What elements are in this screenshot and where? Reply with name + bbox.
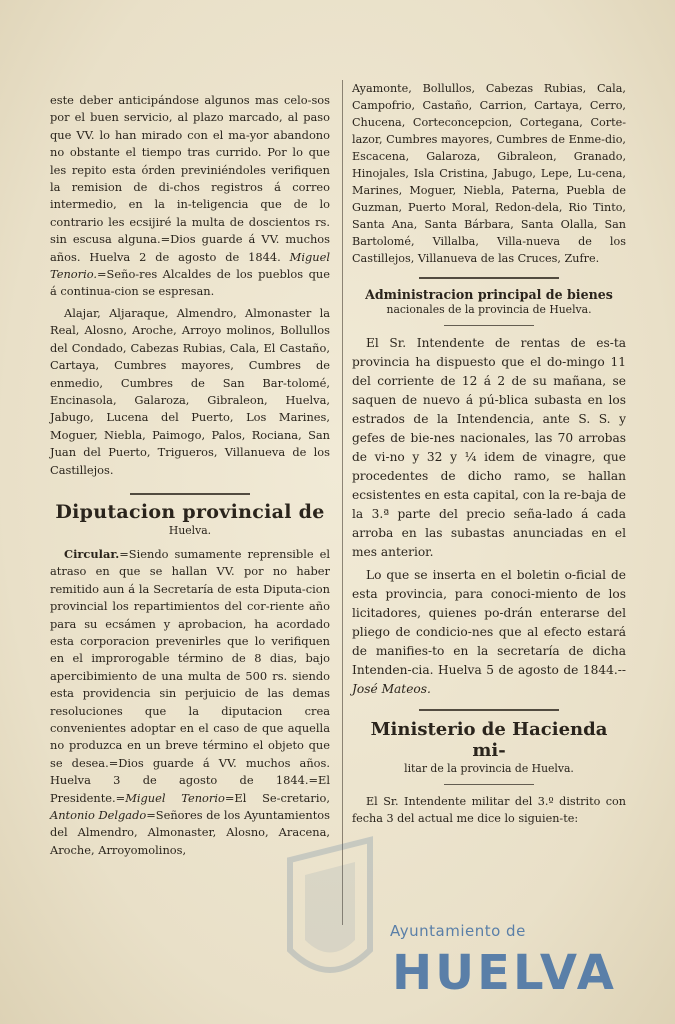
paragraph-registros [50, 92, 330, 301]
section-title-diputacion: Diputacion provincial de [55, 500, 325, 523]
column-divider [342, 80, 343, 925]
section-separator-ministry [419, 709, 559, 711]
president-name: Miguel Tenorio [125, 790, 225, 805]
ministry-rule [444, 784, 534, 785]
admin-rule [444, 325, 534, 326]
paragraph-text: este deber anticipándose algunos mas celo-sos por el buen servicio, al plazo marcado, al paso que VV. lo han mirado con el ma-yor abandono no obstante el tiempo tras currido. Por lo que les repito esta órden previniéndoles verifiquen la remision de di-chos registros á correo intermedio, en la in-teligencia que de lo contrario les ecsijiré la multa de doscientos rs. sin escusa alguna.=Dios guarde á VV. muchos años. Huelva 2 de agosto de 1844. [50, 93, 330, 264]
watermark-line1: Ayuntamiento de [390, 922, 526, 940]
right-column [352, 80, 626, 831]
secretary-prefix: =El Se-cretario, [224, 790, 330, 805]
admin-title: Administracion principal de bienes [365, 287, 613, 302]
section-separator-right [419, 277, 559, 279]
admin-paragraph-2 [352, 566, 626, 699]
ministry-subtitle: litar de la provincia de Huelva. [404, 762, 574, 775]
circular-label: Circular. [64, 546, 120, 561]
circular-text: =Siendo sumamente reprensible el atraso en que se hallan VV. por no haber remitido aun á la Secretaría de esta Diputa-cion provincial los repartimientos del cor-riente año para su ecsámen y aprobacion, ha acordado esta corporacion prevenirles que lo verifiquen en el improrogable término de 8 dias, bajo apercibimiento de una multa de 500 rs. siendo esta providencia sin perjuicio de las demas resoluciones que la diputacion crea convenientes adoptar en el caso de que aquella no produzca en un breve término el objeto que se desea.=Dios guarde á VV. muchos años. Huelva 3 de agosto de 1844. [50, 546, 330, 788]
president-prefix: =El Presidente.= [50, 773, 330, 805]
paragraph-tail: =Seño-res Alcaldes de los pueblos que á continua-cion se espresan. [50, 267, 330, 299]
section-separator [130, 493, 250, 495]
towns-list-right: Ayamonte, Bollullos, Cabezas Rubias, Cala, Campofrio, Castaño, Carrion, Cartaya, Cerro, Chucena, Corteconcepcion, Cortegana, Corte-lazor, Cumbres mayores, Cumbres de Enme-dio, Escacena, Galaroza, Gibraleon, Granado, Hinojales, Isla Cristina, Jabugo, Lepe, Lu-cena, Marines, Moguer, Niebla, Paterna, Puebla de Guzman, Puerto Moral, Redon-dela, Rio Tinto, Santa Ana, Santa Bárbara, Santa Olalla, San Bartolomé, Villalba, Villa-nueva de los Castillejos, Villanueva de las Cruces, Zufre. [352, 82, 626, 265]
secretary-name: Antonio Delgado [50, 808, 147, 823]
signature-tenorio: Miguel Tenorio. [50, 249, 330, 282]
towns-list-left: Alajar, Aljaraque, Almendro, Almonaster la Real, Alosno, Aroche, Arroyo molinos, Bollullos del Condado, Cabezas Rubias, Cala, El Castaño, Cartaya, Cumbres mayores, Cumbres de enmedio, Cumbres de San Bar-tolomé, Encinasola, Galaroza, Gibraleon, Huelva, Jabugo, Lucena del Puerto, Los Marines, Moguer, Niebla, Paimogo, Palos, Rociana, San Juan del Puerto, Trigueros, Villanueva de los Castillejos. [50, 305, 330, 477]
circular-paragraph [50, 546, 330, 859]
signature-mateos: José Mateos. [352, 682, 431, 696]
ministry-title: Ministerio de Hacienda mi- [370, 719, 608, 761]
watermark-line2: HUELVA [392, 945, 617, 1001]
circular-tail: =Señores de los Ayuntamientos del Almendro, Almonaster, Alosno, Aracena, Aroche, Arroyomolinos, [50, 808, 330, 857]
admin-subtitle: nacionales de la provincia de Huelva. [386, 303, 592, 316]
admin-paragraph-1: El Sr. Intendente de rentas de es-ta provincia ha dispuesto que el do-mingo 11 del corriente de 12 á 2 de su mañana, se saquen de nuevo á pú-blica subasta en los estrados de la Intendencia, ante S. S. y gefes de bie-nes nacionales, las 70 arrobas de vi-no y 32 y ¼ idem de vinagre, que procedentes de dicho ramo, se hallan ecsistentes en esta capital, con la re-baja de la 3.ª parte del precio seña-lado á cada arroba en las subastas anunciadas en el mes anterior. [352, 336, 626, 559]
left-column [50, 92, 330, 863]
admin-paragraph-2-text: Lo que se inserta en el boletin o-ficial de esta provincia, para conoci-miento de los licitadores, quienes po-drán enterarse del pliego de condicio-nes que al efecto estará de manifies-to en la secretaría de dicha Intenden-cia. Huelva 5 de agosto de 1844.-- [352, 568, 626, 677]
section-subtitle-huelva: Huelva. [168, 523, 212, 537]
ministry-paragraph-1: El Sr. Intendente militar del 3.º distrito con fecha 3 del actual me dice lo siguien-te: [352, 795, 626, 825]
